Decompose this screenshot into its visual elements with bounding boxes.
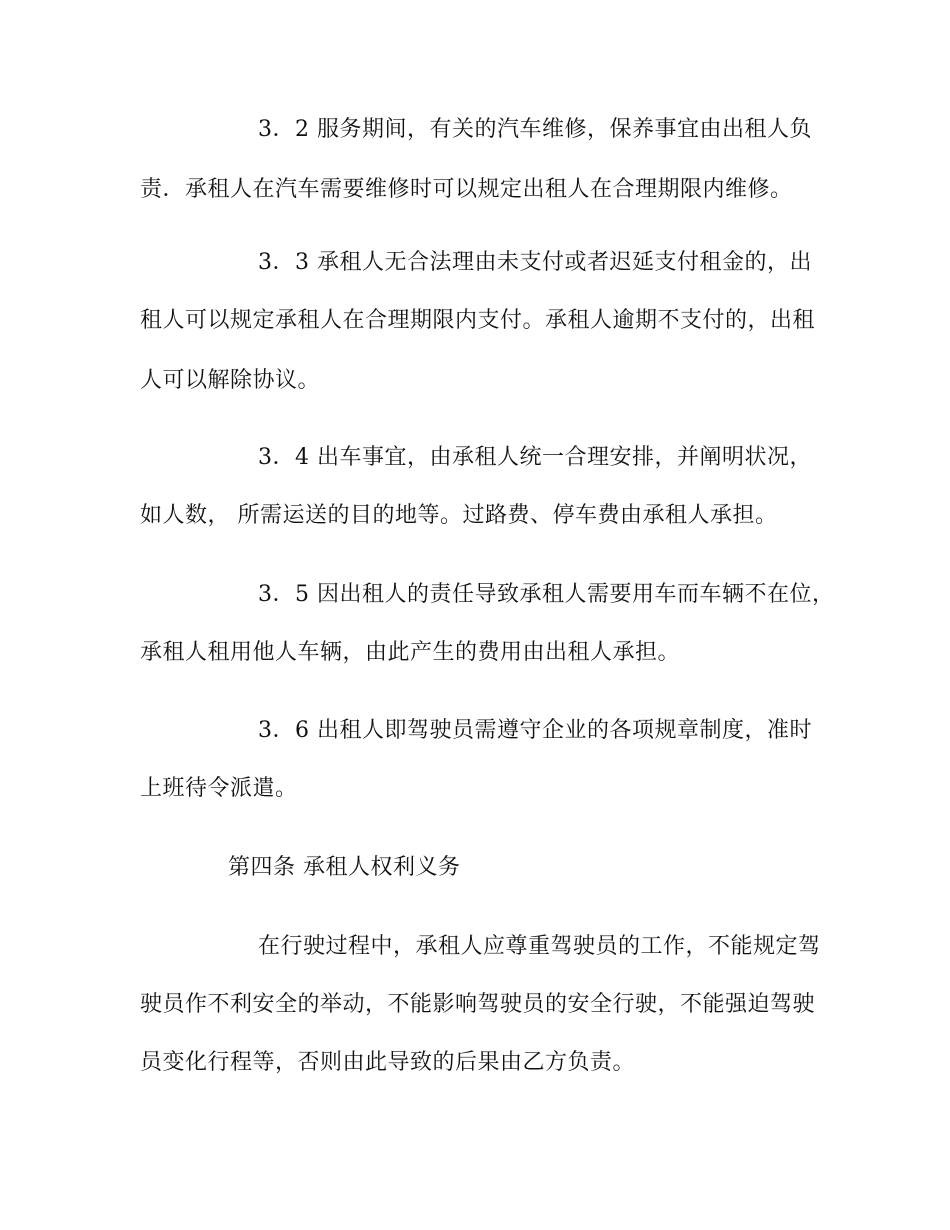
article-4-line-1: 在行驶过程中，承租人应尊重驾驶员的工作，不能规定驾 (258, 934, 821, 959)
article-4-line-3: 员变化行程等，否则由此导致的后果由乙方负责。 (140, 1050, 636, 1075)
clause-3-4-line-1: 3．4 出车事宜，由承租人统一合理安排，并阐明状况， (258, 445, 812, 470)
clause-3-6-line-1: 3．6 出租人即驾驶员需遵守企业的各项规章制度，准时 (258, 718, 812, 743)
clause-3-3-line-3: 人可以解除协议。 (140, 368, 321, 393)
clause-3-5-line-2: 承租人租用他人车辆，由此产生的费用由出租人承担。 (140, 640, 681, 665)
article-4-heading: 第四条 承租人权利义务 (228, 855, 461, 880)
clause-3-3-line-2: 租人可以规定承租人在合理期限内支付。承租人逾期不支付的，出租 (140, 308, 816, 333)
clause-3-2-line-1: 3．2 服务期间，有关的汽车维修，保养事宜由出租人负 (258, 117, 812, 142)
clause-3-5-line-1: 3．5 因出租人的责任导致承租人需要用车而车辆不在位， (258, 582, 835, 607)
clause-3-3-line-1: 3．3 承租人无合法理由未支付或者迟延支付租金的，出 (258, 250, 812, 275)
clause-3-4-line-2: 如人数， 所需运送的目的地等。过路费、停车费由承租人承担。 (140, 503, 778, 528)
clause-3-6-line-2: 上班待令派遣。 (140, 776, 298, 801)
article-4-line-2: 驶员作不利安全的举动，不能影响驾驶员的安全行驶，不能强迫驾驶 (140, 992, 816, 1017)
clause-3-2-line-2: 责．承租人在汽车需要维修时可以规定出租人在合理期限内维修。 (140, 177, 793, 202)
